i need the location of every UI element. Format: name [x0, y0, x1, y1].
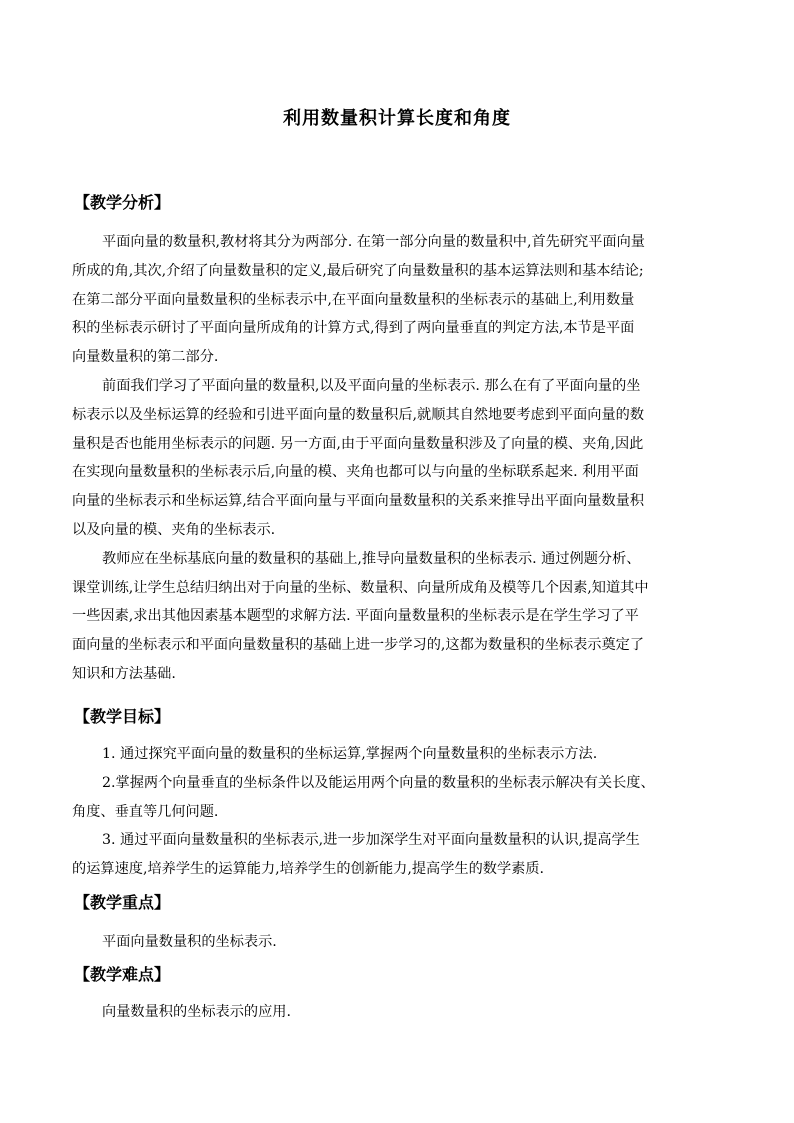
analysis-body [72, 228, 727, 689]
section-heading-key-points: 【教学重点】 [74, 893, 171, 912]
analysis-p2-line1: 前面我们学习了平面向量的数量积,以及平面向量的坐标表示. 那么在有了平面向量的坐 [102, 377, 641, 394]
difficulties-body [72, 998, 727, 1027]
analysis-p1-line3: 在第二部分平面向量数量积的坐标表示中,在平面向量数量积的坐标表示的基础上,利用数量 [72, 291, 635, 308]
objective-1-line1: 1. 通过探究平面向量的数量积的坐标运算,掌握两个向量数量积的坐标表示方法. [102, 746, 598, 762]
analysis-p1-line2: 所成的角,其次,介绍了向量数量积的定义,最后研究了向量数量积的基本运算法则和基本结论; [72, 262, 644, 279]
key-points-body [72, 928, 727, 957]
analysis-p3-line2: 课堂训练,让学生总结归纳出对于向量的坐标、数量积、向量所成角及模等几个因素,知道其中 [72, 579, 649, 596]
section-heading-objectives: 【教学目标】 [74, 707, 171, 726]
analysis-p2-line3: 量积是否也能用坐标表示的问题. 另一方面,由于平面向量数量积涉及了向量的模、夹角,因此 [72, 435, 644, 452]
objectives-body [72, 740, 727, 884]
analysis-p2-line2: 标表示以及坐标运算的经验和引进平面向量的数量积后,就顺其自然地要考虑到平面向量的数 [72, 406, 645, 423]
analysis-p3-line1: 教师应在坐标基底向量的数量积的基础上,推导向量数量积的坐标表示. 通过例题分析、 [102, 550, 641, 567]
objective-2-line1: 2.掌握两个向量垂直的坐标条件以及能运用两个向量的数量积的坐标表示解决有关长度、 [102, 774, 655, 791]
analysis-p3-line4: 面向量的坐标表示和平面向量数量积的基础上进一步学习的,这都为数量积的坐标表示奠定了 [72, 637, 645, 654]
section-heading-analysis: 【教学分析】 [74, 193, 171, 212]
analysis-p2-line5: 向量的坐标表示和坐标运算,结合平面向量与平面向量数量积的关系来推导出平面向量数量积 [72, 493, 645, 510]
analysis-p2-line6: 以及向量的模、夹角的坐标表示. [72, 521, 276, 538]
analysis-p3-line5: 知识和方法基础. [72, 665, 176, 682]
analysis-p1-line4: 积的坐标表示研讨了平面向量所成角的计算方式,得到了两向量垂直的判定方法,本节是平面 [72, 320, 635, 337]
section-heading-difficulties: 【教学难点】 [74, 965, 171, 984]
key-point-line1: 平面向量数量积的坐标表示. [102, 934, 277, 950]
analysis-p1-line1: 平面向量的数量积,教材将其分为两部分. 在第一部分向量的数量积中,首先研究平面向量 [102, 234, 645, 250]
analysis-p2-line4: 在实现向量数量积的坐标表示后,向量的模、夹角也都可以与向量的坐标联系起来. 利用平面 [72, 464, 639, 481]
objective-2-line2: 角度、垂直等几何问题. [72, 803, 219, 820]
document-title: 利用数量积计算长度和角度 [283, 108, 511, 129]
analysis-p1-line5: 向量数量积的第二部分. [72, 349, 219, 366]
analysis-p3-line3: 一些因素,求出其他因素基本题型的求解方法. 平面向量数量积的坐标表示是在学生学习了平 [72, 608, 639, 625]
objective-3-line2: 的运算速度,培养学生的运算能力,培养学生的创新能力,提高学生的数学素质. [72, 861, 545, 878]
objective-3-line1: 3. 通过平面向量数量积的坐标表示,进一步加深学生对平面向量数量积的认识,提高学生 [102, 832, 640, 849]
difficulty-line1: 向量数量积的坐标表示的应用. [102, 1004, 291, 1020]
